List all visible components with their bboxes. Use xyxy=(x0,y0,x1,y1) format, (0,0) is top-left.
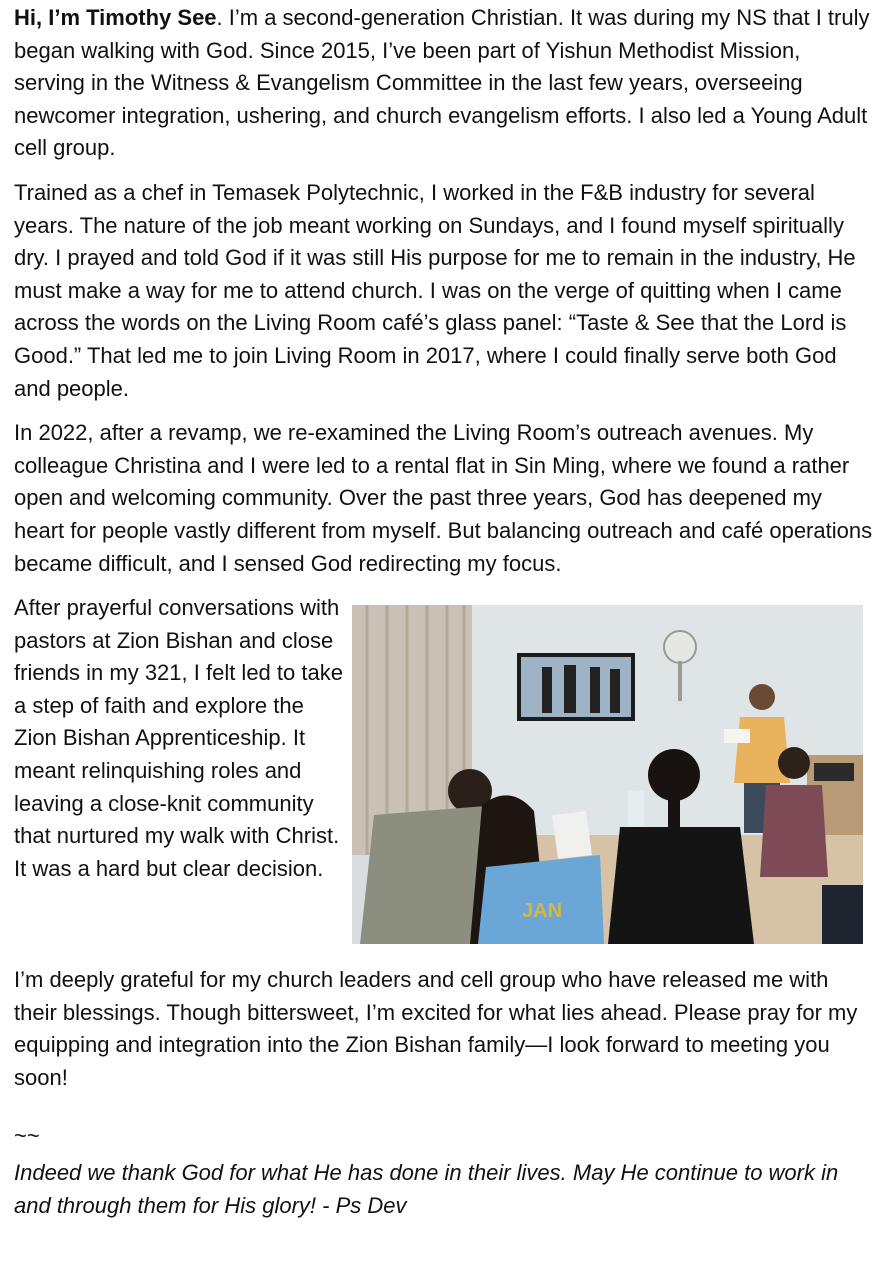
photo-shirt-text: JAN xyxy=(522,900,563,923)
gratitude-paragraph: I’m deeply grateful for my church leaders and cell group who have released me with their blessings. Though bittersweet, I’m excited for what lies ahead. Please pray for my equipping and integration into the Zion Bishan family—I look forward to meeting you soon! xyxy=(14,967,858,1090)
group-photo-illustration xyxy=(352,605,863,944)
photo-section xyxy=(14,592,874,952)
chef-paragraph: Trained as a chef in Temasek Polytechnic, I worked in the F&B industry for several years. The nature of the job meant working on Sundays, and I found myself spiritually dry. I prayed and told God if it was still His purpose for me to remain in the industry, He must make a way for me to attend church. I was on the verge of quitting when I came across the words on the Living Room café’s glass panel: “Taste & See that the Lord is Good.” That led me to join Living Room in 2017, where I could finally serve both God and people. xyxy=(14,179,856,401)
closing-remark: Indeed we thank God for what He has done in their lives. May He continue to work in and through them for His glory! - Ps Dev xyxy=(14,1160,839,1218)
group-photo xyxy=(352,605,863,944)
outreach-paragraph: In 2022, after a revamp, we re-examined the Living Room’s outreach avenues. My colleague Christina and I were led to a rental flat in Sin Ming, where we found a rather open and welcoming community. Over the past three years, God has deepened my heart for people vastly different from myself. But balancing outreach and café operations became difficult, and I sensed God redirecting my focus. xyxy=(14,420,873,576)
intro-paragraph xyxy=(14,2,874,165)
separator: ~~ xyxy=(14,1123,40,1149)
article xyxy=(14,2,874,1234)
decision-paragraph: After prayerful conversations with pastors at Zion Bishan and close friends in my 321, I felt led to take a step of faith and explore the Zion Bishan Apprenticeship. It meant relinquishing roles and leaving a close-knit community that nurtured my walk with Christ. It was a hard but clear decision. xyxy=(14,595,343,881)
author-name: Hi, I’m Timothy See xyxy=(14,5,217,30)
intro-text: . I’m a second-generation Christian. It was during my NS that I truly began walking with God. Since 2015, I’ve been part of Yishun Methodist Mission, serving in the Witness & Evangelism Committee in the last few years, overseeing newcomer integration, ushering, and church evangelism efforts. I also led a Young Adult cell group. xyxy=(14,5,870,161)
